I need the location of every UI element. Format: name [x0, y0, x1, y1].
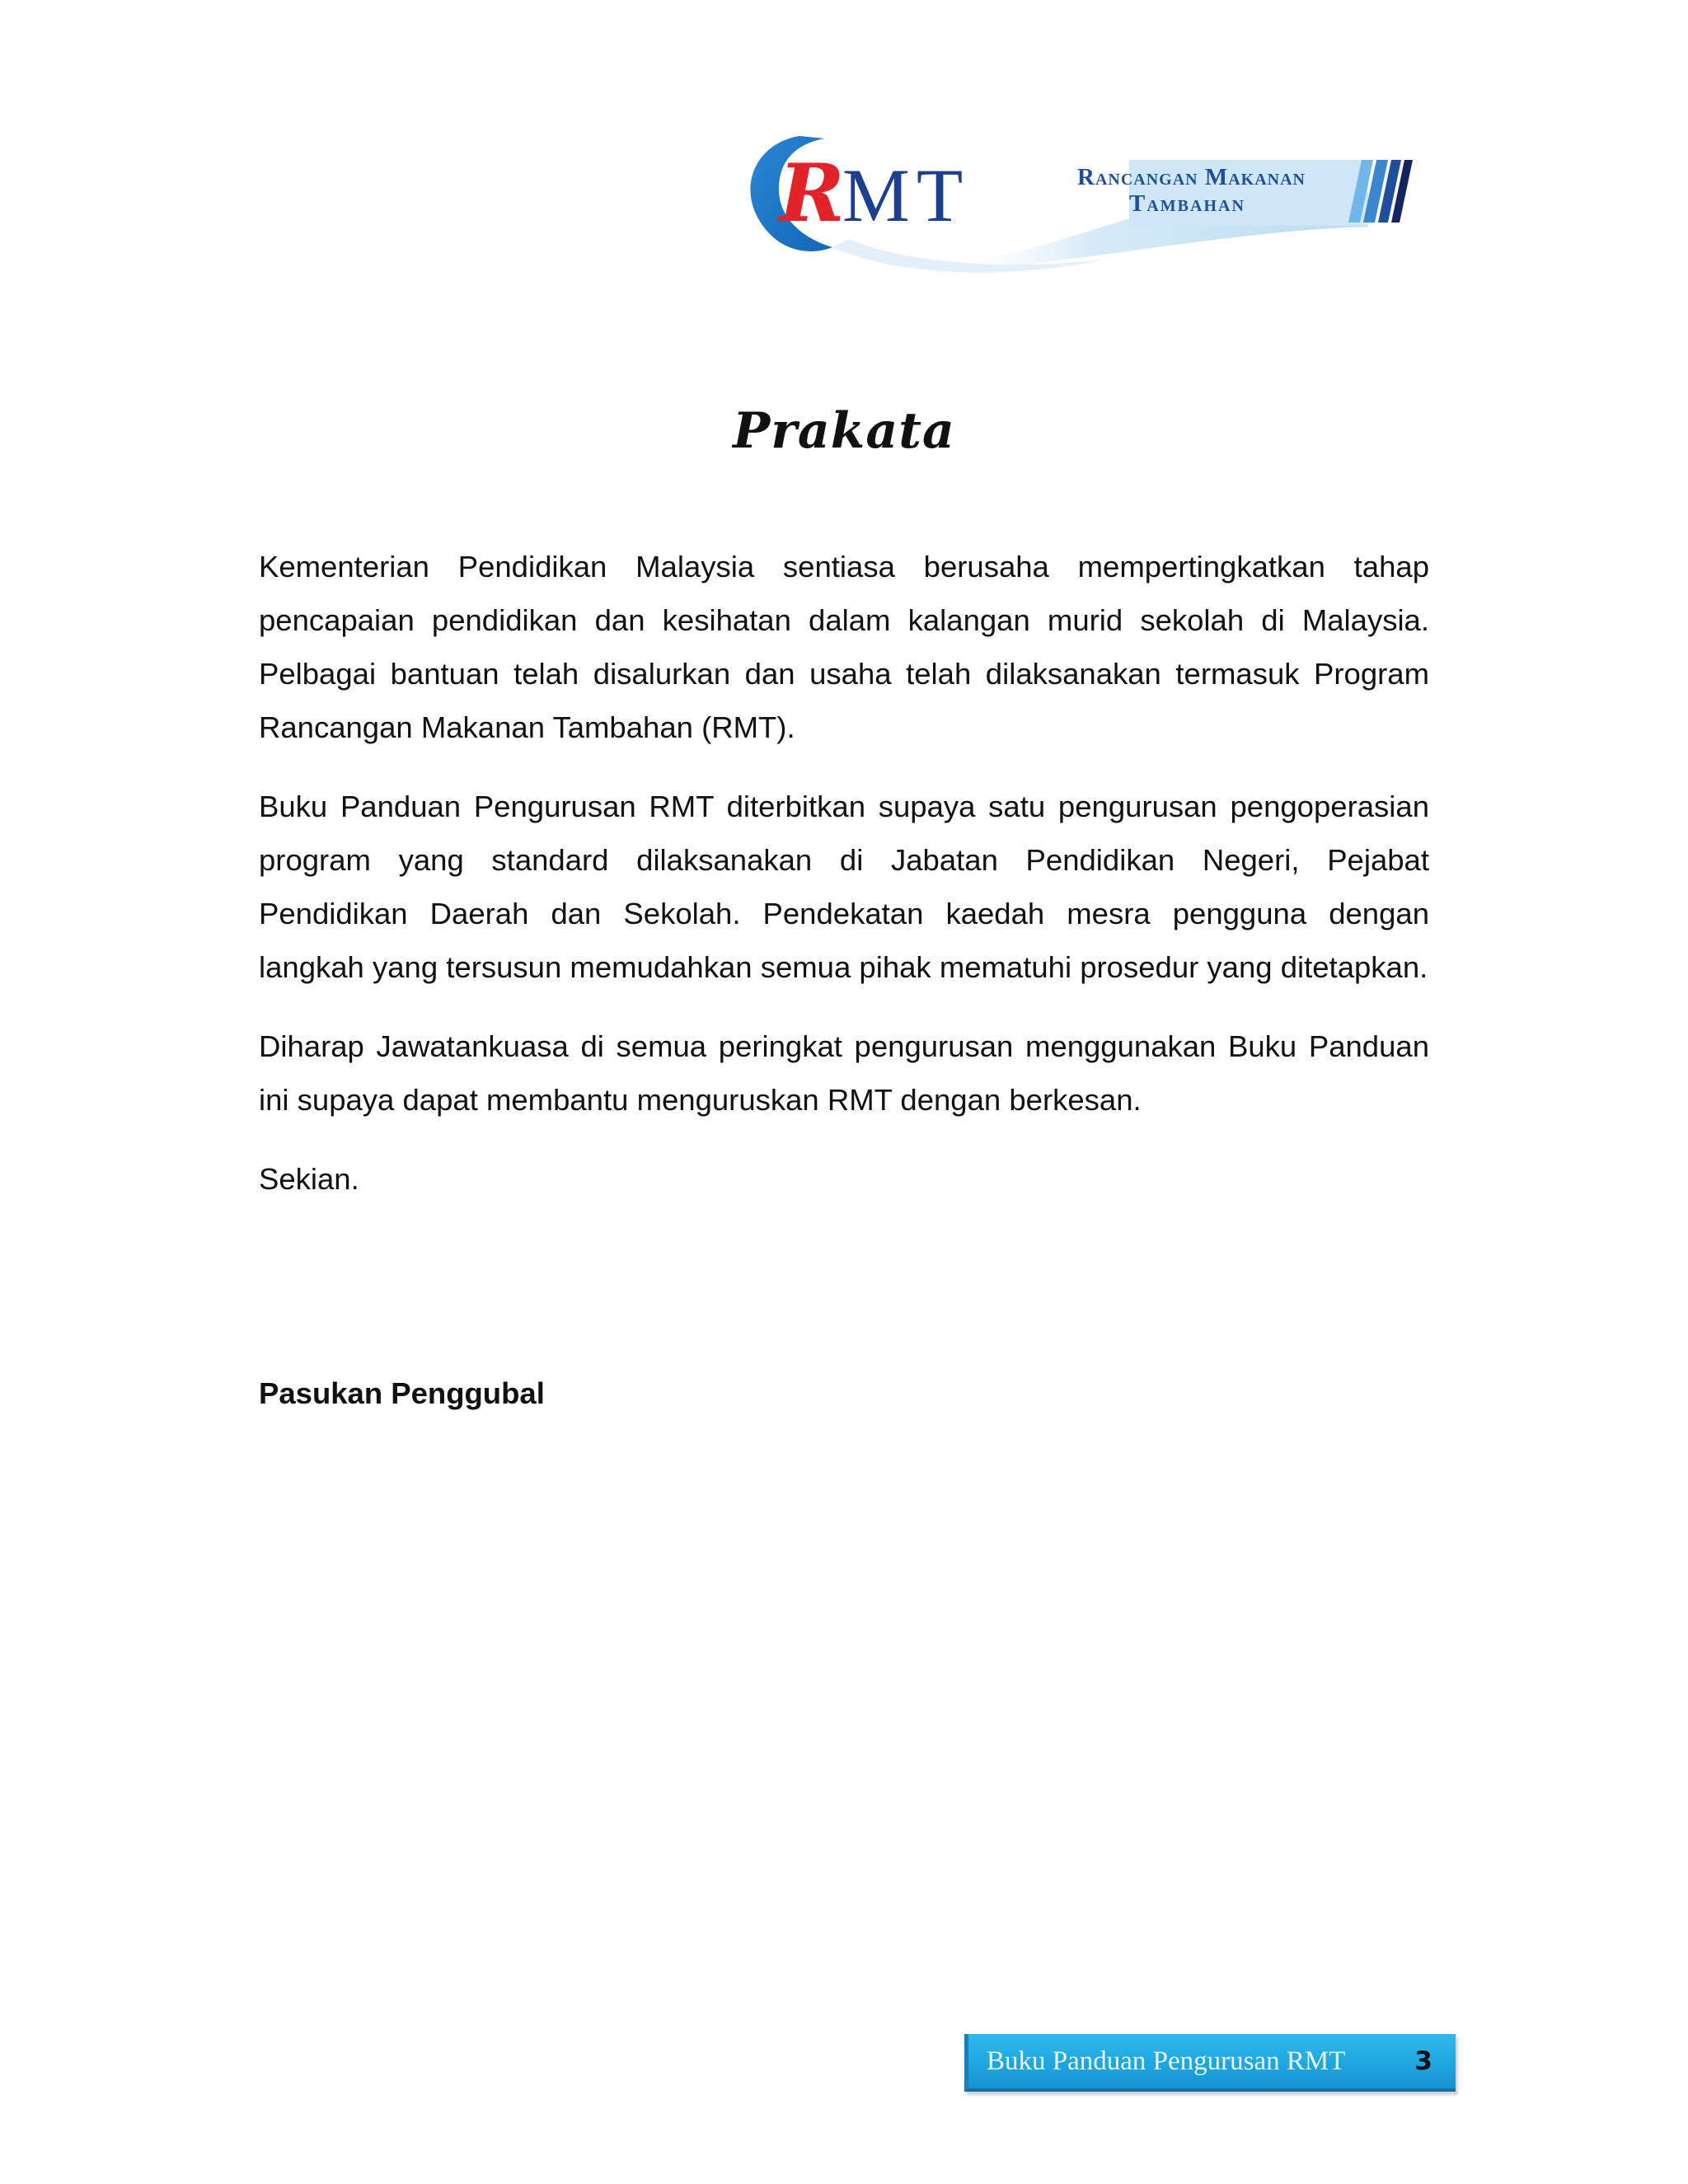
rmt-logo-graphic — [734, 124, 1475, 280]
logo-tagline-line1: Rancangan Makanan — [1077, 164, 1306, 190]
footer-title: Buku Panduan Pengurusan RMT — [987, 2046, 1346, 2076]
rmt-logo — [734, 124, 1475, 280]
logo-tagline-line2: Tambahan — [1129, 190, 1245, 217]
paragraph-3: Diharap Jawatankuasa di semua peringkat pengurusan menggunakan Buku Panduan ini supaya dapat membantu menguruskan RMT dengan berkesan. — [259, 1029, 1429, 1117]
paragraph-1: Kementerian Pendidikan Malaysia sentiasa berusaha mempertingkatkan tahap pencapaian pendidikan dan kesihatan dalam kalangan murid sekolah di Malaysia. Pelbagai bantuan telah disalurkan dan usaha telah dilaksanakan termasuk Program Rancangan Makanan Tambahan (RMT). — [259, 550, 1429, 744]
logo-letter-t: T — [917, 153, 964, 237]
page-footer — [964, 2034, 1456, 2092]
logo-letter-r: R — [779, 147, 845, 240]
signature: Pasukan Penggubal — [259, 1376, 545, 1410]
page-number: 3 — [1414, 2046, 1432, 2076]
logo-letter-m: M — [842, 153, 910, 237]
paragraph-2: Buku Panduan Pengurusan RMT diterbitkan supaya satu pengurusan pengoperasian program yang standard dilaksanakan di Jabatan Pendidikan Negeri, Pejabat Pendidikan Daerah dan Sekolah. Pendekatan kaedah mesra pengguna dengan langkah yang tersusun memudahkan semua pihak mematuhi prosedur yang ditetapkan. — [259, 790, 1429, 984]
document-body — [259, 540, 1429, 1206]
closing-text: Sekian. — [259, 1162, 359, 1196]
page-title: Prakata — [733, 402, 955, 460]
